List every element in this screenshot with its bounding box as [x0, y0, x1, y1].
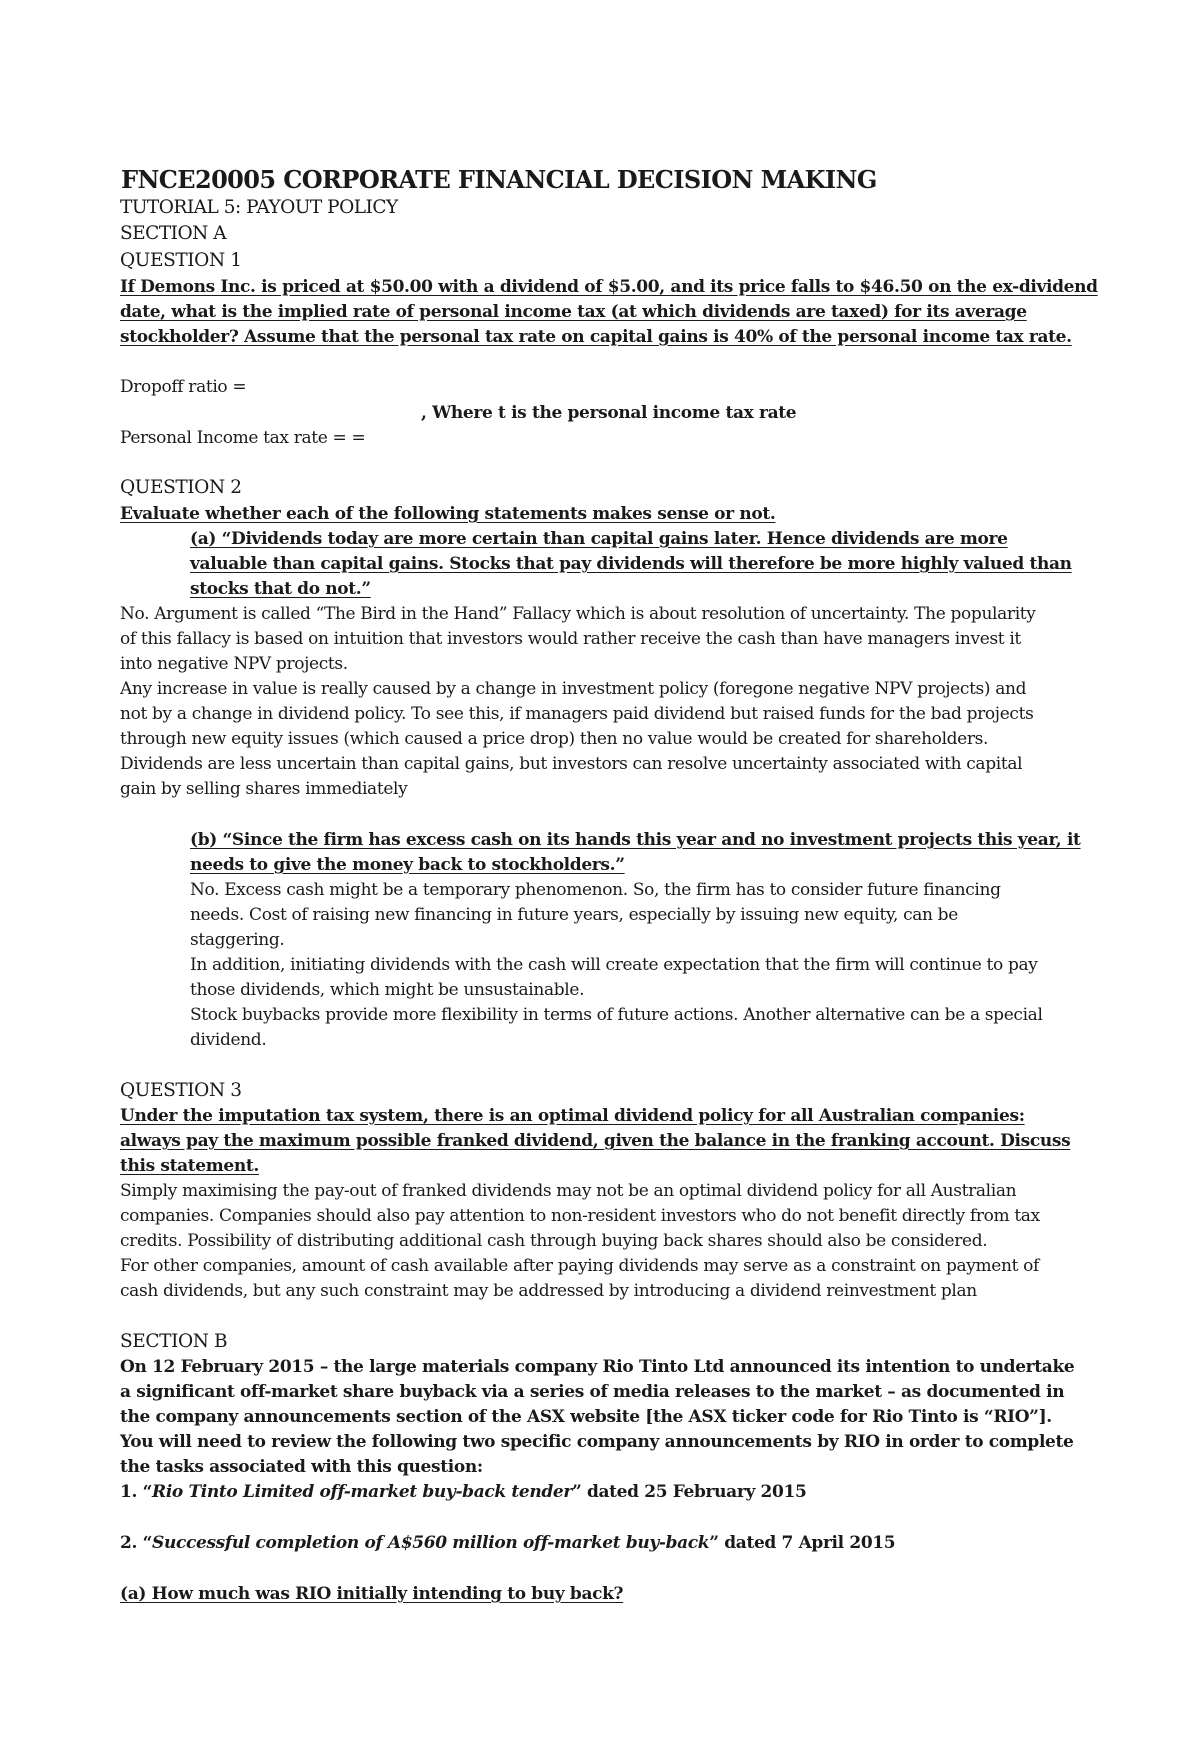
- answer-a-line: No. Argument is called “The Bird in the Hand” Fallacy which is about resolution of uncertainty. The popularity: [120, 604, 1036, 624]
- answer-a-line: into negative NPV projects.: [120, 654, 348, 674]
- question-3-line: Under the imputation tax system, there is an optimal dividend policy for all Australian companies:: [120, 1106, 1025, 1126]
- question-1-line: If Demons Inc. is priced at $50.00 with a dividend of $5.00, and its price falls to $46.50 on the ex-dividend: [120, 277, 1098, 297]
- answer-a-line: Dividends are less uncertain than capital gains, but investors can resolve uncertainty associated with capital: [120, 754, 1023, 774]
- answer-a-line: not by a change in dividend policy. To see this, if managers paid dividend but raised funds for the bad projects: [120, 704, 1034, 724]
- question-1-line: stockholder? Assume that the personal tax rate on capital gains is 40% of the personal income tax rate.: [120, 327, 1072, 347]
- question-2-intro: Evaluate whether each of the following statements makes sense or not.: [120, 504, 776, 524]
- answer-3-line: companies. Companies should also pay attention to non-resident investors who do not benefit directly from tax: [120, 1206, 1040, 1226]
- announcement-1-prefix: 1. “: [120, 1482, 153, 1502]
- question-2-label: QUESTION 2: [120, 477, 242, 498]
- section-b-intro-line: On 12 February 2015 – the large materials company Rio Tinto Ltd announced its intention to undertake: [120, 1357, 1075, 1377]
- announcement-2: [120, 1532, 895, 1554]
- announcement-2-prefix: 2. “: [120, 1533, 153, 1553]
- answer-a-line: of this fallacy is based on intuition that investors would rather receive the cash than have managers invest it: [120, 629, 1021, 649]
- tutorial-title: TUTORIAL 5: PAYOUT POLICY: [120, 197, 398, 218]
- answer-3-line: cash dividends, but any such constraint may be addressed by introducing a dividend reinvestment plan: [120, 1281, 977, 1301]
- answer-b-line: staggering.: [190, 930, 285, 950]
- statement-a-line: (a) “Dividends today are more certain than capital gains later. Hence dividends are more: [190, 529, 1008, 549]
- answer-b-line: dividend.: [190, 1030, 267, 1050]
- answer-a-line: through new equity issues (which caused a price drop) then no value would be created for shareholders.: [120, 729, 989, 749]
- tax-rate-note: , Where t is the personal income tax rate: [421, 403, 797, 423]
- section-b-intro-line: You will need to review the following two specific company announcements by RIO in order to complete: [120, 1432, 1074, 1452]
- announcement-1: [120, 1481, 806, 1503]
- question-3-line: this statement.: [120, 1156, 259, 1176]
- question-1-label: QUESTION 1: [120, 250, 242, 271]
- section-b-intro-line: the company announcements section of the ASX website [the ASX ticker code for Rio Tinto is “RIO”].: [120, 1407, 1052, 1427]
- answer-3-line: For other companies, amount of cash available after paying dividends may serve as a constraint on payment of: [120, 1256, 1039, 1276]
- question-3-line: always pay the maximum possible franked dividend, given the balance in the franking account. Discuss: [120, 1131, 1071, 1151]
- answer-b-line: Stock buybacks provide more flexibility in terms of future actions. Another alternative can be a special: [190, 1005, 1043, 1025]
- answer-b-line: No. Excess cash might be a temporary phenomenon. So, the firm has to consider future financing: [190, 880, 1001, 900]
- statement-b-line: needs to give the money back to stockholders.”: [190, 855, 625, 875]
- income-tax-rate-label: Personal Income tax rate = =: [120, 428, 366, 448]
- course-title: FNCE20005 CORPORATE FINANCIAL DECISION MAKING: [121, 165, 877, 194]
- answer-a-line: Any increase in value is really caused by a change in investment policy (foregone negative NPV projects) and: [120, 679, 1027, 699]
- answer-3-line: Simply maximising the pay-out of franked dividends may not be an optimal dividend policy for all Australian: [120, 1181, 1017, 1201]
- answer-b-line: In addition, initiating dividends with the cash will create expectation that the firm will continue to pay: [190, 955, 1038, 975]
- statement-a-line: valuable than capital gains. Stocks that pay dividends will therefore be more highly valued than: [190, 554, 1072, 574]
- announcement-2-title: Successful completion of A$560 million off-market buy-back: [152, 1533, 710, 1553]
- answer-b-line: those dividends, which might be unsustainable.: [190, 980, 585, 1000]
- answer-3-line: credits. Possibility of distributing additional cash through buying back shares should also be considered.: [120, 1231, 988, 1251]
- section-b-heading: SECTION B: [120, 1331, 228, 1352]
- section-b-intro-line: the tasks associated with this question:: [120, 1457, 483, 1477]
- answer-b-line: needs. Cost of raising new financing in future years, especially by issuing new equity, can be: [190, 905, 958, 925]
- section-b-intro-line: a significant off-market share buyback via a series of media releases to the market – as documented in: [120, 1382, 1065, 1402]
- section-a-heading: SECTION A: [120, 223, 227, 244]
- dropoff-ratio-label: Dropoff ratio =: [120, 377, 247, 397]
- statement-a-line: stocks that do not.”: [190, 579, 371, 599]
- answer-a-line: gain by selling shares immediately: [120, 779, 408, 799]
- question-1-line: date, what is the implied rate of personal income tax (at which dividends are taxed) for its average: [120, 302, 1027, 322]
- announcement-2-date: ” dated 7 April 2015: [709, 1533, 896, 1553]
- announcement-1-date: ” dated 25 February 2015: [571, 1482, 807, 1502]
- section-b-question-a: (a) How much was RIO initially intending to buy back?: [120, 1584, 624, 1604]
- statement-b-line: (b) “Since the firm has excess cash on its hands this year and no investment projects this year, it: [190, 830, 1081, 850]
- announcement-1-title: Rio Tinto Limited off-market buy-back tender: [152, 1482, 572, 1502]
- question-3-label: QUESTION 3: [120, 1080, 242, 1101]
